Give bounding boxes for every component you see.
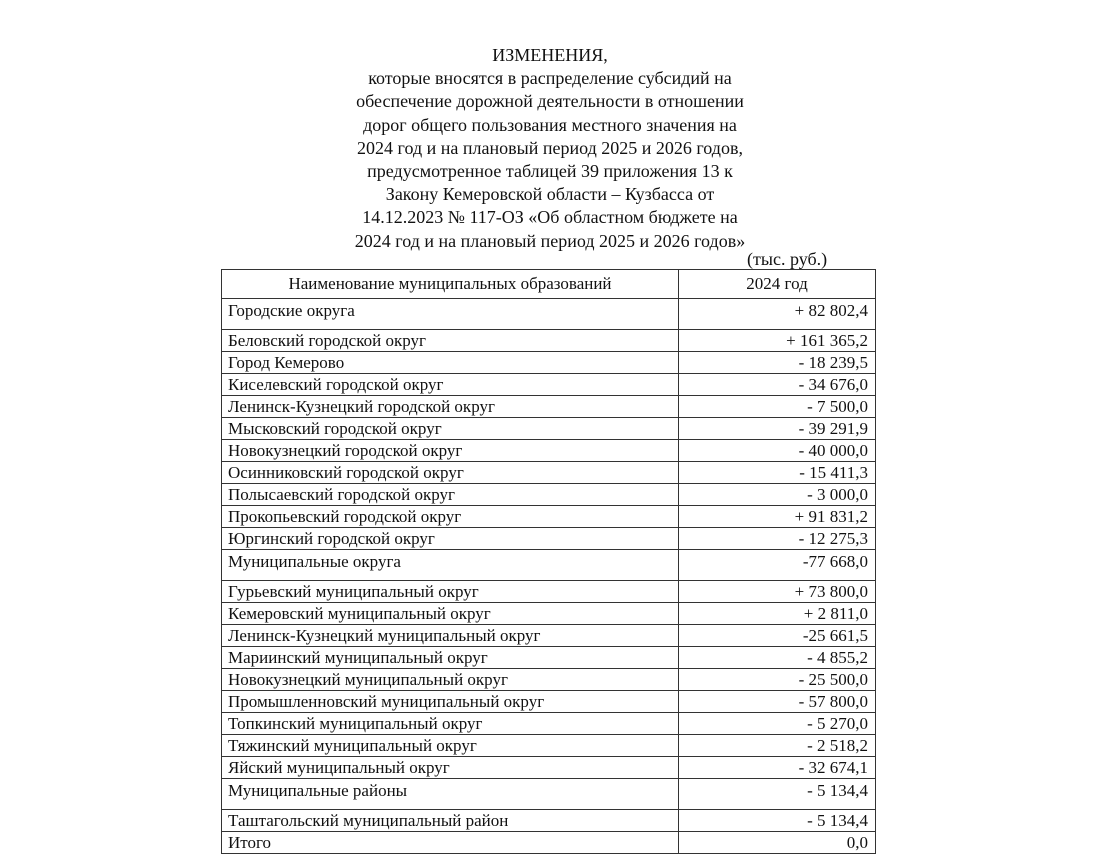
row-name: Ленинск-Кузнецкий городской округ (222, 396, 679, 418)
row-name: Муниципальные районы (222, 779, 679, 810)
table-row (222, 757, 876, 779)
table-row (222, 691, 876, 713)
row-name: Итого (222, 832, 679, 854)
row-value: - 12 275,3 (679, 528, 876, 550)
row-value: + 161 365,2 (679, 330, 876, 352)
header-year: 2024 год (679, 270, 876, 299)
row-value: - 2 518,2 (679, 735, 876, 757)
row-name: Беловский городской округ (222, 330, 679, 352)
table-row-group (222, 299, 876, 330)
row-value: + 73 800,0 (679, 581, 876, 603)
title-line: ИЗМЕНЕНИЯ, (492, 45, 608, 65)
table-row-group (222, 779, 876, 810)
table-row (222, 625, 876, 647)
table-row (222, 396, 876, 418)
title-line: которые вносятся в распределение субсидий на (368, 68, 732, 89)
table-row (222, 810, 876, 832)
table-row (222, 528, 876, 550)
row-name: Новокузнецкий муниципальный округ (222, 669, 679, 691)
row-name: Таштагольский муниципальный район (222, 810, 679, 832)
row-name: Киселевский городской округ (222, 374, 679, 396)
title-line: 14.12.2023 № 117-ОЗ «Об областном бюджете на (362, 207, 738, 228)
row-value: - 15 411,3 (679, 462, 876, 484)
row-name: Муниципальные округа (222, 550, 679, 581)
table-row (222, 352, 876, 374)
row-name: Осинниковский городской округ (222, 462, 679, 484)
row-value: -25 661,5 (679, 625, 876, 647)
row-name: Полысаевский городской округ (222, 484, 679, 506)
row-name: Город Кемерово (222, 352, 679, 374)
table-row (222, 669, 876, 691)
units-label: (тыс. руб.) (747, 249, 828, 269)
table-row (222, 713, 876, 735)
row-value: -77 668,0 (679, 550, 876, 581)
row-name: Городские округа (222, 299, 679, 330)
row-name: Гурьевский муниципальный округ (222, 581, 679, 603)
row-value: - 18 239,5 (679, 352, 876, 374)
title-line: Закону Кемеровской области – Кузбасса от (385, 184, 715, 205)
table-row (222, 440, 876, 462)
row-value: - 3 000,0 (679, 484, 876, 506)
row-value: - 57 800,0 (679, 691, 876, 713)
row-value: + 91 831,2 (679, 506, 876, 528)
title-line: 2024 год и на плановый период 2025 и 2026 годов, (357, 137, 743, 158)
row-name: Мысковский городской округ (222, 418, 679, 440)
table-row-group (222, 550, 876, 581)
row-name: Прокопьевский городской округ (222, 506, 679, 528)
table-row (222, 330, 876, 352)
row-name: Мариинский муниципальный округ (222, 647, 679, 669)
row-value: - 39 291,9 (679, 418, 876, 440)
table-row (222, 603, 876, 625)
table-row (222, 735, 876, 757)
subsidy-table (221, 269, 876, 854)
row-value: + 82 802,4 (679, 299, 876, 330)
table-row-total (222, 832, 876, 854)
header-municipality-name: Наименование муниципальных образований (222, 270, 679, 299)
title-line: дорог общего пользования местного значения на (363, 114, 737, 135)
table-row (222, 484, 876, 506)
row-value: - 4 855,2 (679, 647, 876, 669)
row-name: Ленинск-Кузнецкий муниципальный округ (222, 625, 679, 647)
row-name: Тяжинский муниципальный округ (222, 735, 679, 757)
row-name: Промышленновский муниципальный округ (222, 691, 679, 713)
row-value: - 5 270,0 (679, 713, 876, 735)
title-line: 2024 год и на плановый период 2025 и 2026 годов» (354, 230, 746, 251)
row-value: - 40 000,0 (679, 440, 876, 462)
document-title (300, 44, 800, 253)
table-row (222, 418, 876, 440)
row-value: - 5 134,4 (679, 779, 876, 810)
table-row (222, 374, 876, 396)
row-value: - 34 676,0 (679, 374, 876, 396)
table-row (222, 581, 876, 603)
title-line: обеспечение дорожной деятельности в отношении (356, 91, 744, 112)
row-value: - 5 134,4 (679, 810, 876, 832)
row-name: Новокузнецкий городской округ (222, 440, 679, 462)
table-row (222, 462, 876, 484)
row-value: 0,0 (679, 832, 876, 854)
table-row (222, 506, 876, 528)
title-line: предусмотренное таблицей 39 приложения 13 к (367, 161, 733, 182)
row-name: Яйский муниципальный округ (222, 757, 679, 779)
row-value: - 25 500,0 (679, 669, 876, 691)
row-value: - 7 500,0 (679, 396, 876, 418)
table-row (222, 647, 876, 669)
row-name: Кемеровский муниципальный округ (222, 603, 679, 625)
row-name: Юргинский городской округ (222, 528, 679, 550)
row-name: Топкинский муниципальный округ (222, 713, 679, 735)
table-header-row (222, 270, 876, 299)
row-value: + 2 811,0 (679, 603, 876, 625)
row-value: - 32 674,1 (679, 757, 876, 779)
